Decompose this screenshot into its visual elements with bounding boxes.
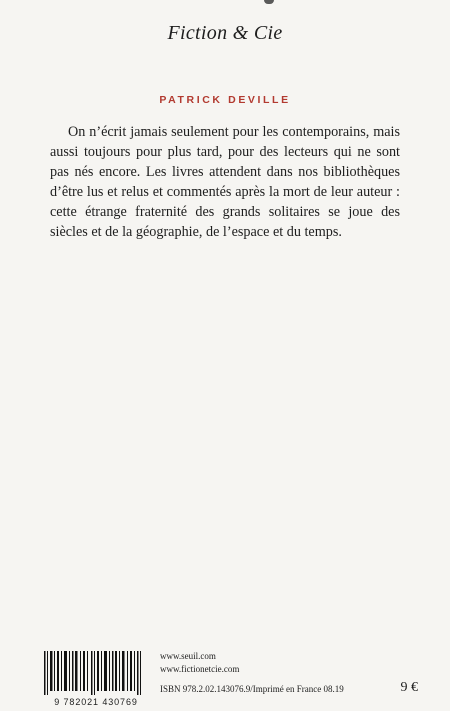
- isbn-line: ISBN 978.2.02.143076.9/Imprimé en France 08.19: [160, 684, 344, 694]
- url-fictionetcie[interactable]: www.fictionetcie.com: [160, 664, 240, 674]
- publisher-urls: [160, 650, 239, 676]
- top-edge-mark: [264, 0, 274, 4]
- barcode-bars: [40, 651, 152, 695]
- back-cover-blurb: [50, 122, 400, 242]
- url-seuil[interactable]: www.seuil.com: [160, 651, 216, 661]
- series-title: Fiction & Cie: [167, 22, 283, 44]
- author-name: PATRICK DEVILLE: [159, 94, 291, 106]
- barcode-number: 9 782021 430769: [54, 697, 138, 707]
- price: 9 €: [400, 680, 418, 695]
- blurb-text: On n’écrit jamais seulement pour les contemporains, mais aussi toujours pour plus tard, pour des lecteurs qui ne sont pas nés encore. Les livres attendent dans nos bibliothèques d’être lus et relus et commentés après la mort de leur auteur : cette étrange fraternité des grands solitaires se joue des siècles et de la géographie, de l’espace et du temps.: [50, 124, 400, 240]
